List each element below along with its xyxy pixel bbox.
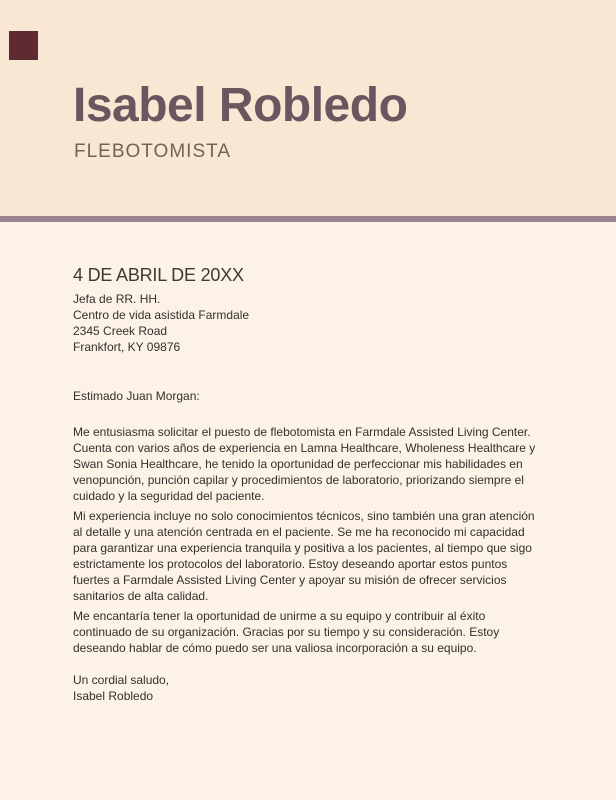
paragraph-3: Me encantaría tener la oportunidad de unirme a su equipo y contribuir al éxito continuado de su organización. Gracias por su tiempo y su consideración. Estoy deseando hablar de cómo puedo ser una valiosa incorporación a su equipo. bbox=[73, 609, 500, 655]
applicant-name: Isabel Robledo bbox=[73, 79, 408, 132]
paragraph-2: Mi experiencia incluye no solo conocimientos técnicos, sino también una gran atención al detalle y una atención centrada en el paciente. Se me ha reconocido mi capacidad para garantizar una experiencia tranquila y positiva a los pacientes, al tiempo que sigo estrictamente los protocolos del laboratorio. Estoy deseando aportar estos puntos fuertes a Farmdale Assisted Living Center y apoyar su misión de ofrecer servicios sanitarios de alta calidad. bbox=[73, 509, 535, 603]
letter-body bbox=[0, 222, 616, 704]
closing-block bbox=[73, 672, 547, 704]
signature-name: Isabel Robledo bbox=[73, 689, 154, 703]
recipient-address bbox=[73, 291, 547, 355]
recipient-title: Jefa de RR. HH. bbox=[73, 292, 161, 306]
applicant-role: FLEBOTOMISTA bbox=[74, 141, 231, 162]
recipient-street: 2345 Creek Road bbox=[73, 324, 168, 338]
letter-header bbox=[0, 0, 616, 216]
recipient-company: Centro de vida asistida Farmdale bbox=[73, 308, 250, 322]
accent-square bbox=[9, 31, 38, 60]
letter-paragraphs bbox=[73, 424, 547, 656]
greeting: Estimado Juan Morgan: bbox=[73, 389, 200, 403]
letter-date: 4 DE ABRIL DE 20XX bbox=[73, 265, 244, 285]
paragraph-1: Me entusiasma solicitar el puesto de flebotomista en Farmdale Assisted Living Center. Cuenta con varios años de experiencia en Lamna Healthcare, Wholeness Healthcare y Swan Sonia Healthcare, he tenido la oportunidad de perfeccionar mis habilidades en venopunción, punción capilar y procedimientos de laboratorio, priorizando siempre el cuidado y la seguridad del paciente. bbox=[73, 425, 536, 503]
closing-salutation: Un cordial saludo, bbox=[73, 673, 170, 687]
recipient-city: Frankfort, KY 09876 bbox=[73, 340, 181, 354]
